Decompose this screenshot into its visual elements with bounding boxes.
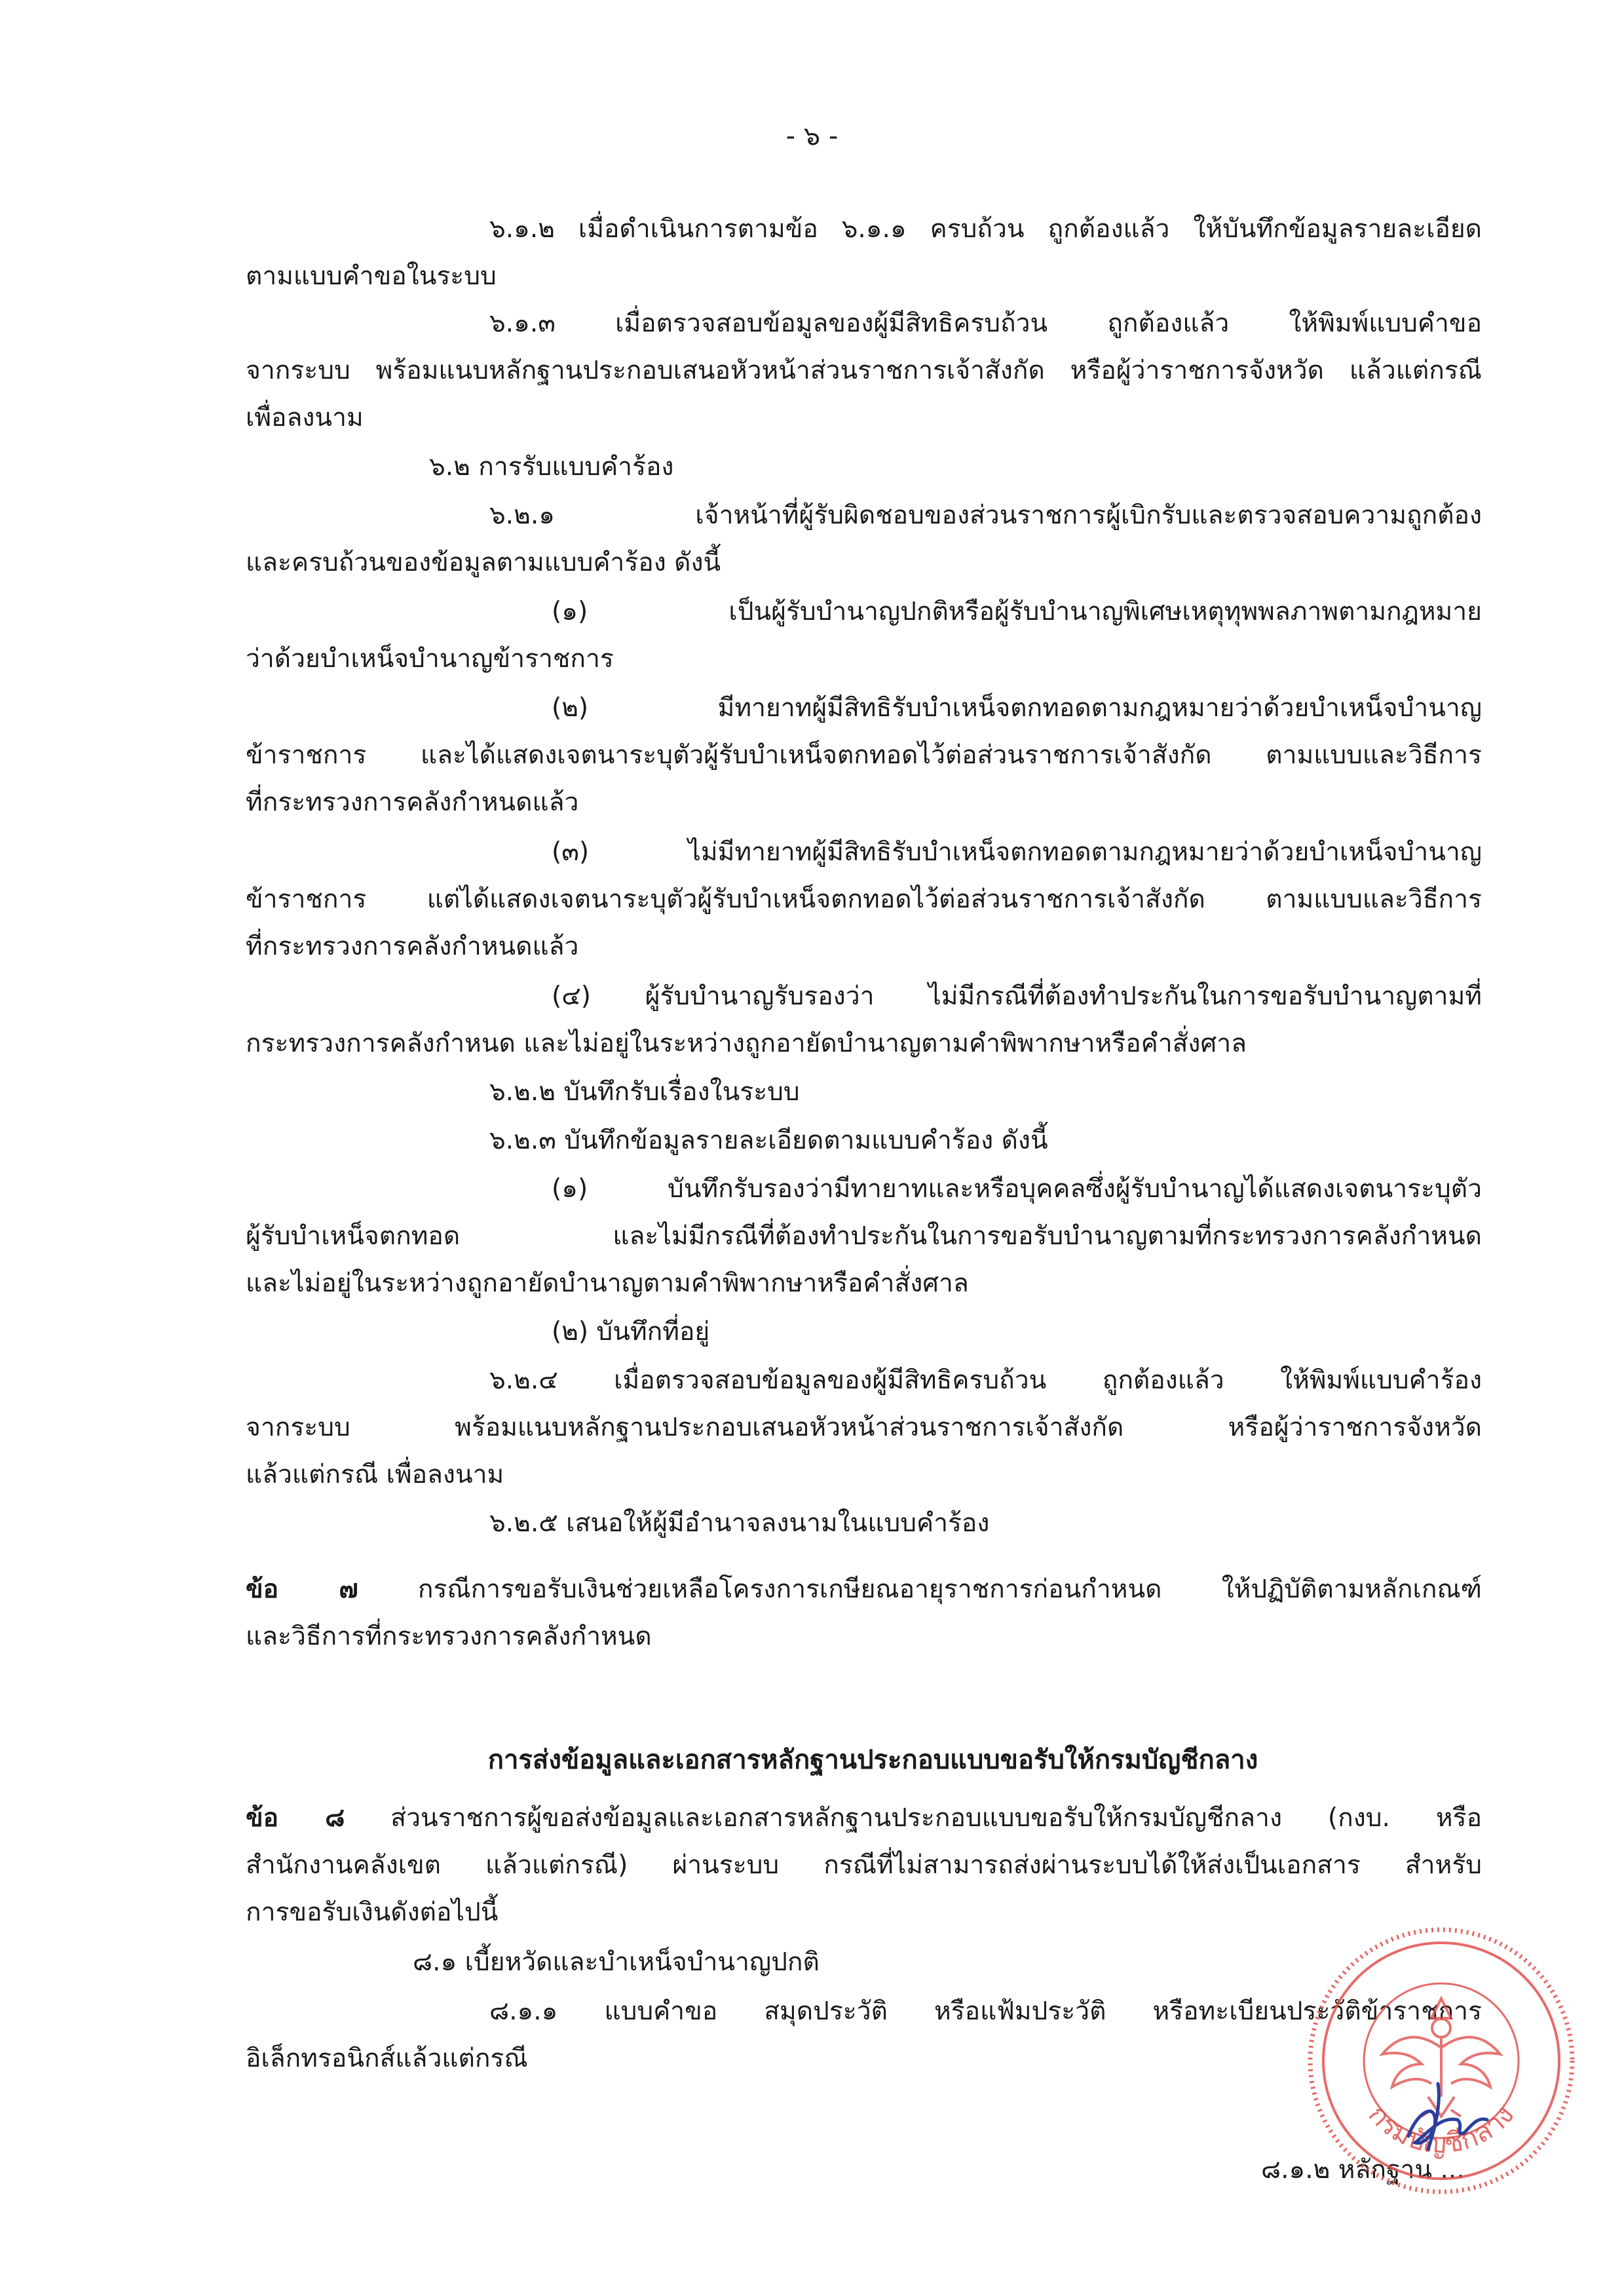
text-line: และไม่อยู่ในระหว่างถูกอายัดบำนาญตามคำพิพากษาหรือคำสั่งศาล xyxy=(246,1269,969,1298)
text-line: ๖.๑.๒ เมื่อดำเนินการตามข้อ ๖.๑.๑ ครบถ้วน ถูกต้องแล้ว ให้บันทึกข้อมูลรายละเอียด xyxy=(489,214,1482,244)
text-line: และวิธีการที่กระทรวงการคลังกำหนด xyxy=(246,1622,652,1651)
text-line: ผู้รับบำเหน็จตกทอด และไม่มีกรณีที่ต้องทำประกันในการขอรับบำนาญตามที่กระทรวงการคลังกำหนด xyxy=(246,1221,1482,1251)
text-line: (๔) ผู้รับบำนาญรับรองว่า ไม่มีกรณีที่ต้องทำประกันในการขอรับบำนาญตามที่ xyxy=(552,982,1482,1011)
svg-text:กรมบัญชีกลาง xyxy=(1362,2099,1520,2160)
text-line: (๒) บันทึกที่อยู่ xyxy=(552,1317,710,1347)
text-line: ตามแบบคำขอในระบบ xyxy=(246,261,497,291)
seal-text: กรมบัญชีกลาง xyxy=(1362,2098,1520,2160)
text-line: ข้าราชการ แต่ได้แสดงเจตนาระบุตัวผู้รับบำเหน็จตกทอดไว้ต่อส่วนราชการเจ้าสังกัด ตามแบบและวิธีการ xyxy=(246,885,1482,914)
text-line: ๖.๒ การรับแบบคำร้อง xyxy=(429,452,674,482)
text-line: สำนักงานคลังเขต แล้วแต่กรณี) ผ่านระบบ กรณีที่ไม่สามารถส่งผ่านระบบได้ให้ส่งเป็นเอกสาร สำหรับ xyxy=(246,1850,1482,1880)
text-line: และครบถ้วนของข้อมูลตามแบบคำร้อง ดังนี้ xyxy=(246,548,721,577)
garuda-emblem-icon xyxy=(1382,1999,1500,2116)
page-number: - ๖ - xyxy=(785,121,839,151)
clause-8-line xyxy=(246,1802,1482,1835)
text-line: กระทรวงการคลังกำหนด และไม่อยู่ในระหว่างถูกอายัดบำนาญตามคำพิพากษาหรือคำสั่งศาล xyxy=(246,1029,1247,1058)
text-line: อิเล็กทรอนิกส์แล้วแต่กรณี xyxy=(246,2044,528,2073)
text-line: ๖.๑.๓ เมื่อตรวจสอบข้อมูลของผู้มีสิทธิครบถ้วน ถูกต้องแล้ว ให้พิมพ์แบบคำขอ xyxy=(489,309,1482,338)
official-seal xyxy=(1300,1920,1582,2202)
text-line: แล้วแต่กรณี เพื่อลงนาม xyxy=(246,1460,504,1489)
text-line: ๖.๒.๒ บันทึกรับเรื่องในระบบ xyxy=(489,1077,800,1107)
text-line: ๖.๒.๑ เจ้าหน้าที่ผู้รับผิดชอบของส่วนราชการผู้เบิกรับและตรวจสอบความถูกต้อง xyxy=(489,501,1482,530)
text-line: ๘.๑ เบี้ยหวัดและบำเหน็จบำนาญปกติ xyxy=(413,1947,820,1977)
text-line: ๖.๒.๔ เมื่อตรวจสอบข้อมูลของผู้มีสิทธิครบถ้วน ถูกต้องแล้ว ให้พิมพ์แบบคำร้อง xyxy=(489,1366,1482,1395)
text-line: (๓) ไม่มีทายาทผู้มีสิทธิรับบำเหน็จตกทอดตามกฎหมายว่าด้วยบำเหน็จบำนาญ xyxy=(552,837,1482,867)
clause-8-label: ข้อ ๘ xyxy=(246,1803,345,1833)
clause-7-line xyxy=(246,1573,1482,1606)
text-line: ๘.๑.๑ แบบคำขอ สมุดประวัติ หรือแฟ้มประวัติ หรือทะเบียนประวัติข้าราชการ xyxy=(489,1997,1482,2026)
clause-7-label: ข้อ ๗ xyxy=(246,1575,358,1604)
text-line: จากระบบ พร้อมแนบหลักฐานประกอบเสนอหัวหน้าส่วนราชการเจ้าสังกัด หรือผู้ว่าราชการจังหวัด แล้วแต่กรณี xyxy=(246,356,1482,385)
text-line: ที่กระทรวงการคลังกำหนดแล้ว xyxy=(246,788,579,817)
text-line: กรณีการขอรับเงินช่วยเหลือโครงการเกษียณอายุราชการก่อนกำหนด ให้ปฏิบัติตามหลักเกณฑ์ xyxy=(417,1575,1482,1604)
text-line: (๒) มีทายาทผู้มีสิทธิรับบำเหน็จตกทอดตามกฎหมายว่าด้วยบำเหน็จบำนาญ xyxy=(552,693,1482,723)
text-line: (๑) เป็นผู้รับบำนาญปกติหรือผู้รับบำนาญพิเศษเหตุทุพพลภาพตามกฎหมาย xyxy=(552,597,1482,626)
section-heading: การส่งข้อมูลและเอกสารหลักฐานประกอบแบบขอรับให้กรมบัญชีกลาง xyxy=(487,1745,1258,1775)
text-line: (๑) บันทึกรับรองว่ามีทายาทและหรือบุคคลซึ่งผู้รับบำนาญได้แสดงเจตนาระบุตัว xyxy=(552,1174,1482,1204)
text-line: ข้าราชการ และได้แสดงเจตนาระบุตัวผู้รับบำเหน็จตกทอดไว้ต่อส่วนราชการเจ้าสังกัด ตามแบบและวิธีการ xyxy=(246,740,1482,770)
text-line: ที่กระทรวงการคลังกำหนดแล้ว xyxy=(246,932,579,961)
footer-continuation: ๘.๑.๒ หลักฐาน ... xyxy=(1261,2155,1465,2185)
text-line: การขอรับเงินดังต่อไปนี้ xyxy=(246,1898,499,1927)
text-line: ๖.๒.๓ บันทึกข้อมูลรายละเอียดตามแบบคำร้อง ดังนี้ xyxy=(489,1126,1048,1155)
text-line: ว่าด้วยบำเหน็จบำนาญข้าราชการ xyxy=(246,644,614,674)
text-line: จากระบบ พร้อมแนบหลักฐานประกอบเสนอหัวหน้าส่วนราชการเจ้าสังกัด หรือผู้ว่าราชการจังหวัด xyxy=(246,1413,1482,1442)
text-line: ส่วนราชการผู้ขอส่งข้อมูลและเอกสารหลักฐานประกอบแบบขอรับให้กรมบัญชีกลาง (กงบ. หรือ xyxy=(390,1803,1482,1833)
text-line: เพื่อลงนาม xyxy=(246,403,364,432)
text-line: ๖.๒.๕ เสนอให้ผู้มีอำนาจลงนามในแบบคำร้อง xyxy=(489,1508,990,1538)
